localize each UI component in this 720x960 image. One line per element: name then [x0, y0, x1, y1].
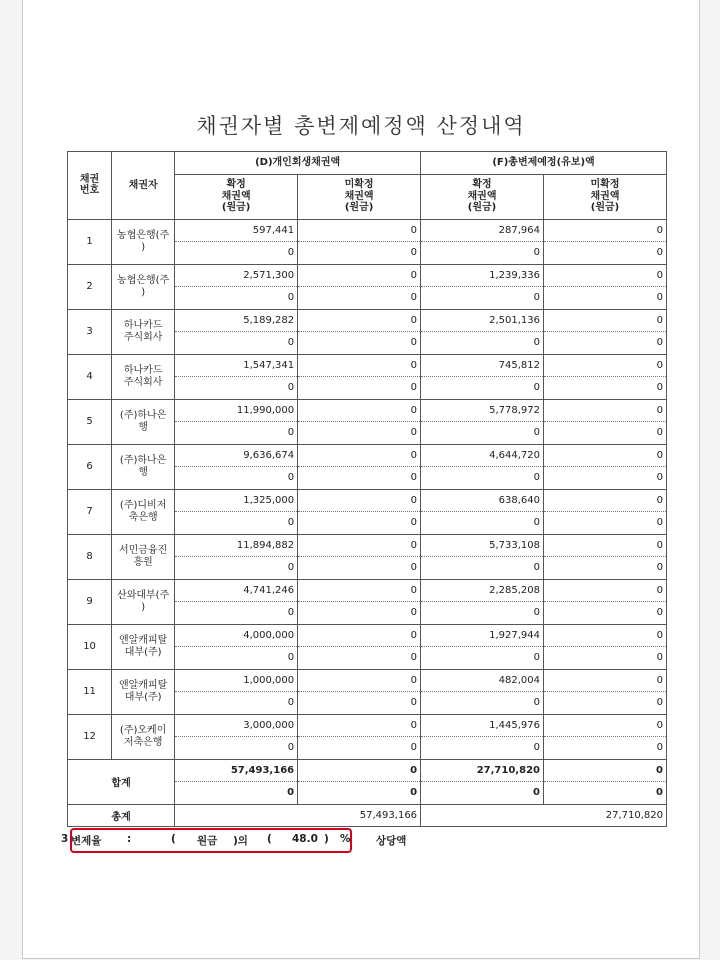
creditor-name: 농협은행(주 )	[112, 264, 175, 309]
d-unconfirmed-amount: 0	[298, 669, 421, 692]
d-confirmed-amount: 1,000,000	[175, 669, 298, 692]
d-confirmed-amount-2: 0	[175, 377, 298, 400]
f-unconfirmed-amount-2: 0	[543, 602, 666, 625]
creditor-name: 산와대부(주 )	[112, 579, 175, 624]
d-confirmed-amount-2: 0	[175, 287, 298, 310]
d-confirmed-amount: 2,571,300	[175, 264, 298, 287]
f-unconfirmed-amount: 0	[543, 354, 666, 377]
f-confirmed-amount-2: 0	[421, 647, 544, 670]
f-confirmed-amount: 287,964	[421, 219, 544, 242]
d-unconfirmed-amount-2: 0	[298, 512, 421, 535]
d-unconfirmed-amount: 0	[298, 399, 421, 422]
f-confirmed-amount-2: 0	[421, 422, 544, 445]
footer-open-paren-1: (	[171, 833, 176, 845]
f-confirmed-amount-2: 0	[421, 512, 544, 535]
footer-open-paren-2: (	[267, 833, 272, 845]
f-confirmed-amount-2: 0	[421, 287, 544, 310]
creditor-name: 앤알캐피탈 대부(주)	[112, 624, 175, 669]
d-confirmed-amount-2: 0	[175, 647, 298, 670]
f-unconfirmed-amount-2: 0	[543, 332, 666, 355]
d-unconfirmed-amount-2: 0	[298, 647, 421, 670]
table-summary	[68, 759, 667, 827]
d-unconfirmed-amount: 0	[298, 354, 421, 377]
d-confirmed-amount-2: 0	[175, 422, 298, 445]
f-unconfirmed-amount: 0	[543, 444, 666, 467]
total-label: 총계	[68, 804, 175, 827]
f-unconfirmed-amount-2: 0	[543, 422, 666, 445]
creditor-name: 서민금융진 흥원	[112, 534, 175, 579]
d-unconfirmed-amount: 0	[298, 714, 421, 737]
d-confirmed-amount-2: 0	[175, 242, 298, 265]
page-title: 채권자별 총변제예정액 산정내역	[196, 114, 526, 138]
f-confirmed-amount: 1,239,336	[421, 264, 544, 287]
f-unconfirmed-amount-2: 0	[543, 737, 666, 760]
creditor-name: (주)오케이 저축은행	[112, 714, 175, 759]
subtotal-f-unconfirmed: 0	[543, 759, 666, 782]
total-d: 57,493,166	[175, 804, 421, 827]
subtotal-label: 합계	[68, 759, 175, 804]
creditor-no: 10	[68, 624, 112, 669]
f-unconfirmed-amount-2: 0	[543, 467, 666, 490]
f-unconfirmed-amount-2: 0	[543, 557, 666, 580]
creditor-no: 4	[68, 354, 112, 399]
f-unconfirmed-amount-2: 0	[543, 512, 666, 535]
creditor-name: 하나카드 주식회사	[112, 354, 175, 399]
d-confirmed-amount-2: 0	[175, 602, 298, 625]
creditor-no: 2	[68, 264, 112, 309]
table-row	[68, 669, 667, 692]
creditor-name: 앤알캐피탈 대부(주)	[112, 669, 175, 714]
footer-suffix: 상당액	[376, 835, 407, 847]
d-unconfirmed-amount: 0	[298, 444, 421, 467]
f-unconfirmed-amount: 0	[543, 669, 666, 692]
d-confirmed-amount: 1,325,000	[175, 489, 298, 512]
subtotal-row-1	[68, 759, 667, 782]
f-unconfirmed-amount: 0	[543, 264, 666, 287]
d-confirmed-amount: 3,000,000	[175, 714, 298, 737]
f-confirmed-amount-2: 0	[421, 377, 544, 400]
rate-highlight-box	[70, 828, 352, 853]
d-confirmed-amount-2: 0	[175, 557, 298, 580]
header-group-d: (D)개인회생채권액	[175, 152, 421, 175]
d-unconfirmed-amount-2: 0	[298, 467, 421, 490]
creditor-name: (주)하나은 행	[112, 444, 175, 489]
header-f-unconfirmed: 미확정 채권액 (원금)	[543, 174, 666, 219]
f-unconfirmed-amount: 0	[543, 219, 666, 242]
f-confirmed-amount-2: 0	[421, 602, 544, 625]
subtotal-d-confirmed-2: 0	[175, 782, 298, 805]
f-unconfirmed-amount: 0	[543, 624, 666, 647]
creditor-repayment-table	[67, 151, 667, 827]
f-unconfirmed-amount: 0	[543, 489, 666, 512]
d-unconfirmed-amount: 0	[298, 579, 421, 602]
f-confirmed-amount: 482,004	[421, 669, 544, 692]
creditor-no: 3	[68, 309, 112, 354]
table-row	[68, 714, 667, 737]
creditor-no: 11	[68, 669, 112, 714]
d-confirmed-amount: 597,441	[175, 219, 298, 242]
f-confirmed-amount-2: 0	[421, 737, 544, 760]
table-row	[68, 579, 667, 602]
subtotal-d-unconfirmed-2: 0	[298, 782, 421, 805]
total-f: 27,710,820	[421, 804, 667, 827]
d-confirmed-amount: 1,547,341	[175, 354, 298, 377]
subtotal-d-confirmed: 57,493,166	[175, 759, 298, 782]
footer-label: 변제율	[71, 835, 102, 847]
d-unconfirmed-amount-2: 0	[298, 692, 421, 715]
header-d-unconfirmed: 미확정 채권액 (원금)	[298, 174, 421, 219]
creditor-no: 5	[68, 399, 112, 444]
f-confirmed-amount: 638,640	[421, 489, 544, 512]
creditor-name: (주)디비저 축은행	[112, 489, 175, 534]
creditor-no: 6	[68, 444, 112, 489]
creditor-name: (주)하나은 행	[112, 399, 175, 444]
d-unconfirmed-amount-2: 0	[298, 737, 421, 760]
f-unconfirmed-amount: 0	[543, 399, 666, 422]
d-confirmed-amount-2: 0	[175, 332, 298, 355]
d-confirmed-amount: 11,990,000	[175, 399, 298, 422]
header-row-1	[68, 152, 667, 175]
subtotal-f-confirmed-2: 0	[421, 782, 544, 805]
table-row	[68, 624, 667, 647]
d-confirmed-amount: 4,000,000	[175, 624, 298, 647]
f-unconfirmed-amount-2: 0	[543, 287, 666, 310]
f-unconfirmed-amount: 0	[543, 579, 666, 602]
d-unconfirmed-amount-2: 0	[298, 377, 421, 400]
d-unconfirmed-amount-2: 0	[298, 332, 421, 355]
subtotal-f-confirmed: 27,710,820	[421, 759, 544, 782]
f-confirmed-amount-2: 0	[421, 692, 544, 715]
f-confirmed-amount: 1,927,944	[421, 624, 544, 647]
d-confirmed-amount: 11,894,882	[175, 534, 298, 557]
f-confirmed-amount-2: 0	[421, 242, 544, 265]
f-confirmed-amount: 4,644,720	[421, 444, 544, 467]
f-confirmed-amount: 5,778,972	[421, 399, 544, 422]
subtotal-f-unconfirmed-2: 0	[543, 782, 666, 805]
f-confirmed-amount: 5,733,108	[421, 534, 544, 557]
creditor-name: 농협은행(주 )	[112, 219, 175, 264]
f-confirmed-amount-2: 0	[421, 557, 544, 580]
footer-close-paren-1: )의	[233, 835, 248, 847]
d-unconfirmed-amount: 0	[298, 219, 421, 242]
d-unconfirmed-amount: 0	[298, 534, 421, 557]
document-page	[22, 0, 700, 959]
f-unconfirmed-amount-2: 0	[543, 647, 666, 670]
footer-prefix: 3	[61, 833, 69, 845]
header-creditor: 채권자	[112, 152, 175, 220]
table-body	[68, 219, 667, 759]
footer-basis: 원금	[197, 835, 218, 847]
d-confirmed-amount-2: 0	[175, 512, 298, 535]
creditor-no: 7	[68, 489, 112, 534]
d-unconfirmed-amount: 0	[298, 264, 421, 287]
d-confirmed-amount-2: 0	[175, 467, 298, 490]
f-unconfirmed-amount: 0	[543, 534, 666, 557]
d-unconfirmed-amount: 0	[298, 489, 421, 512]
table-row	[68, 534, 667, 557]
creditor-no: 12	[68, 714, 112, 759]
footer-close-paren-2: )	[324, 833, 329, 845]
table-row	[68, 399, 667, 422]
table-row	[68, 264, 667, 287]
creditor-no: 9	[68, 579, 112, 624]
d-unconfirmed-amount: 0	[298, 309, 421, 332]
d-confirmed-amount: 5,189,282	[175, 309, 298, 332]
d-confirmed-amount: 4,741,246	[175, 579, 298, 602]
table-row	[68, 309, 667, 332]
f-confirmed-amount: 1,445,976	[421, 714, 544, 737]
f-confirmed-amount-2: 0	[421, 332, 544, 355]
d-unconfirmed-amount-2: 0	[298, 242, 421, 265]
d-unconfirmed-amount-2: 0	[298, 602, 421, 625]
total-row	[68, 804, 667, 827]
creditor-no: 8	[68, 534, 112, 579]
header-group-f: (F)총변제예정(유보)액	[421, 152, 667, 175]
table-row	[68, 219, 667, 242]
f-confirmed-amount: 2,285,208	[421, 579, 544, 602]
f-unconfirmed-amount: 0	[543, 714, 666, 737]
f-confirmed-amount: 2,501,136	[421, 309, 544, 332]
header-no: 채권 번호	[68, 152, 112, 220]
d-unconfirmed-amount-2: 0	[298, 287, 421, 310]
table-row	[68, 354, 667, 377]
creditor-name: 하나카드 주식회사	[112, 309, 175, 354]
d-unconfirmed-amount: 0	[298, 624, 421, 647]
header-f-confirmed: 확정 채권액 (원금)	[421, 174, 544, 219]
d-confirmed-amount-2: 0	[175, 737, 298, 760]
f-unconfirmed-amount-2: 0	[543, 692, 666, 715]
table-row	[68, 444, 667, 467]
d-unconfirmed-amount-2: 0	[298, 422, 421, 445]
creditor-no: 1	[68, 219, 112, 264]
f-unconfirmed-amount-2: 0	[543, 242, 666, 265]
subtotal-d-unconfirmed: 0	[298, 759, 421, 782]
footer-colon: :	[127, 833, 132, 845]
footer-percent: %	[340, 833, 351, 845]
d-confirmed-amount-2: 0	[175, 692, 298, 715]
f-confirmed-amount: 745,812	[421, 354, 544, 377]
table-row	[68, 489, 667, 512]
f-confirmed-amount-2: 0	[421, 467, 544, 490]
d-unconfirmed-amount-2: 0	[298, 557, 421, 580]
f-unconfirmed-amount-2: 0	[543, 377, 666, 400]
f-unconfirmed-amount: 0	[543, 309, 666, 332]
header-d-confirmed: 확정 채권액 (원금)	[175, 174, 298, 219]
footer-rate: 48.0	[292, 833, 318, 845]
d-confirmed-amount: 9,636,674	[175, 444, 298, 467]
